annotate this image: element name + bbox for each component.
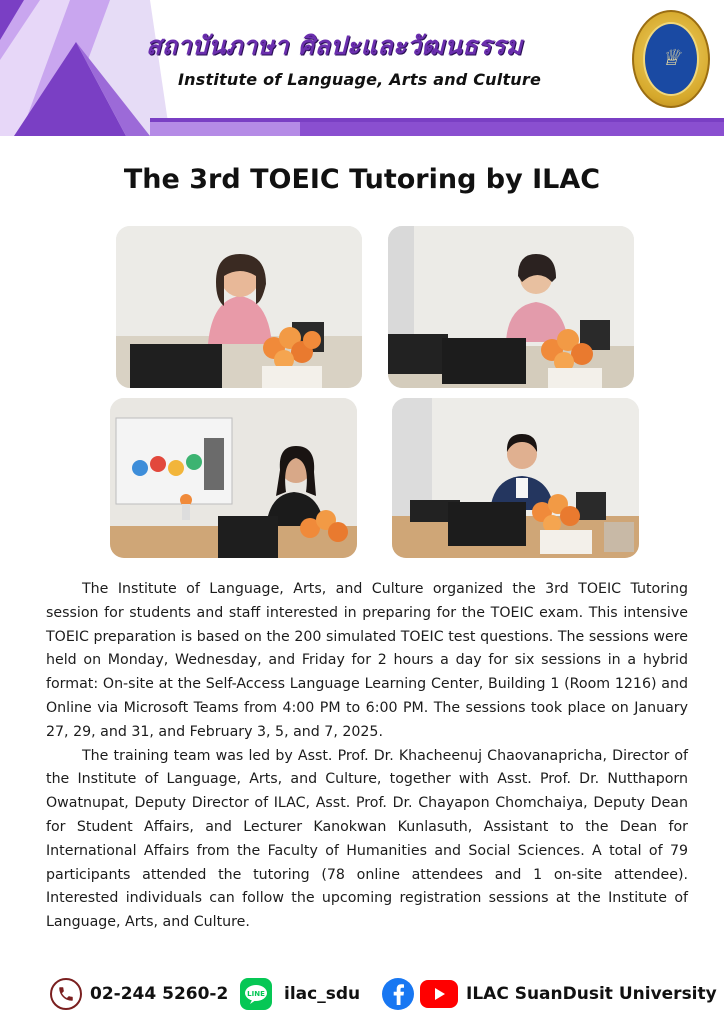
photo-tutor-woman-pink-blazer-icon [388, 226, 634, 388]
suan-dusit-university-seal-icon [632, 10, 710, 108]
line-contact[interactable] [240, 978, 360, 1010]
photo-tutor-woman-black-with-projector-icon [110, 398, 357, 558]
photo-tutor-man-navy-suit-icon [392, 398, 639, 558]
paragraph-1: The Institute of Language, Arts, and Culture organized the 3rd TOEIC Tutoring session for students and staff interested in preparing for the TOEIC exam. This intensive TOEIC preparation is based on the 200 simulated TOEIC test questions. The sessions were held on Monday, Wednesday, and Friday for 2 hours a day for six sessions in a hybrid format: On-site at the Self-Access Language Learning Center, Building 1 (Room 1216) and Online via Microsoft Teams from 4:00 PM to 6:00 PM. The sessions took place on January 27, 29, and 31, and February 3, 5, and 7, 2025. [46, 581, 688, 740]
page-header [0, 0, 724, 140]
social-contact[interactable] [382, 978, 717, 1010]
photo-tutor-woman-pink-icon [116, 226, 362, 388]
phone-contact[interactable] [50, 978, 228, 1010]
phone-number: 02-244 5260-2 [90, 984, 229, 1004]
article-body [46, 578, 688, 935]
line-icon [240, 978, 272, 1010]
facebook-icon [382, 978, 414, 1010]
seal-monogram-icon: ♕ [661, 46, 681, 71]
contact-footer [0, 972, 724, 1016]
header-english-title: Institute of Language, Arts and Culture [178, 70, 542, 89]
svg-text:LINE: LINE [247, 990, 265, 998]
document-title: The 3rd TOEIC Tutoring by ILAC [123, 164, 601, 195]
header-thai-title: สถาบันภาษา ศิลปะและวัฒนธรรม [146, 31, 523, 60]
paragraph-2: The training team was led by Asst. Prof. Dr. Khacheenuj Chaovanapricha, Director of the Institute of Language, Arts, and Culture, together with Asst. Prof. Dr. Nutthaporn Owatnupat, Deputy Director of ILAC, Asst. Prof. Dr. Chayapon Chomchaiya, Deputy Dean for Student Affairs, and Lecturer Kanokwan Kunlasuth, Assistant to the Dean for International Affairs from the Faculty of Humanities and Social Sciences. A total of 79 participants attended the tutoring (78 online attendees and 1 on-site attendee). Interested individuals can follow the upcoming registration sessions at the Institute of Language, Arts, and Culture. [46, 747, 688, 931]
line-id: ilac_sdu [284, 984, 361, 1004]
phone-icon [50, 978, 82, 1010]
youtube-icon [420, 980, 458, 1008]
social-account-name: ILAC SuanDusit University [466, 984, 717, 1004]
seal-inner-emblem [643, 22, 699, 96]
